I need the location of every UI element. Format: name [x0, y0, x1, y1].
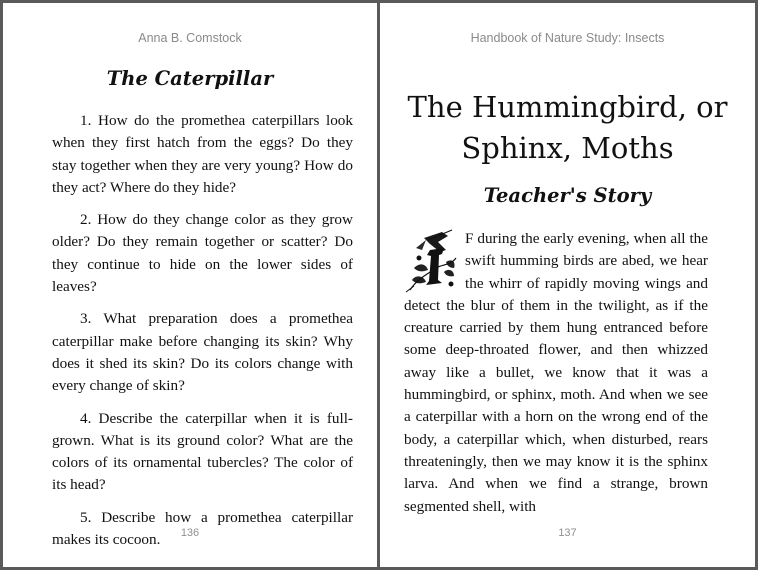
section-title: The Caterpillar	[106, 67, 274, 90]
chapter-title: The Hummingbird, or Sphinx, Moths	[407, 90, 728, 165]
paragraph: 3. What preparation does a promethea caterpillar make before changing its skin? Why does it shed its skin? Do its colors change with every change of skin?	[52, 310, 353, 395]
paragraph: 5. Describe how a promethea caterpillar makes its cocoon.	[52, 508, 353, 549]
illustrated-initial-i-moth-icon	[404, 228, 460, 294]
paragraph: 4. Describe the caterpillar when it is full-grown. What is its ground color? What are the colors of its ornamental tubercles? The color of its head?	[52, 409, 353, 494]
running-head-author: Anna B. Comstock	[138, 31, 242, 45]
right-page[interactable]	[380, 3, 755, 567]
running-head-book-title: Handbook of Nature Study: Insects	[470, 31, 665, 45]
section-title: Teacher's Story	[483, 184, 652, 207]
page-number: 137	[558, 527, 577, 539]
page-body-text	[404, 228, 708, 518]
page-number: 136	[180, 527, 200, 539]
paragraph: 1. How do the promethea caterpillars look when they first hatch from the eggs? Do they stay together when they are very young? How do they act? Where do they hide?	[52, 112, 353, 196]
paragraph: 2. How do they change color as they grow older? Do they remain together or scatter? Do they continue to hide on the lower sides of leaves?	[52, 211, 353, 296]
paragraph: F during the early evening, when all the swift humming birds are abed, we hear the whirr of rapidly moving wings and detect the blur of them in the twilight, as if the creature carried by them hung entranced before some deep-throated flower, and then whizzed away like a bullet, we know that it was a hummingbird, or sphinx, moth. And when we see a caterpillar with a horn on the wrong end of the body, a caterpillar which, when disturbed, rears threateningly, then we may know it is the sphinx larva. And when we find a strange, brown segmented shell, with	[404, 230, 708, 515]
page-body-text	[52, 110, 353, 561]
left-page[interactable]	[3, 3, 377, 567]
